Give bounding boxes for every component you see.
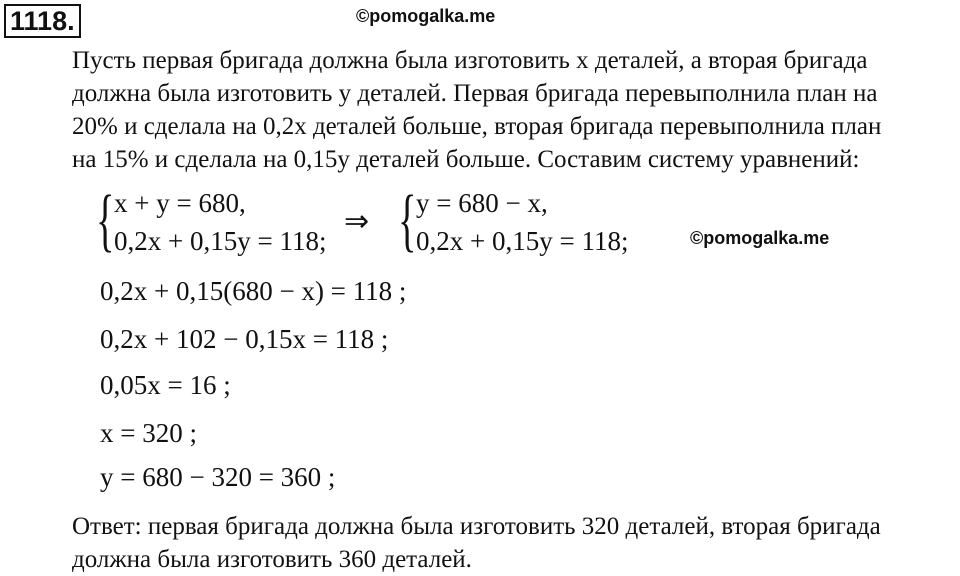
step-5: y = 680 − 320 = 360 ; — [100, 462, 336, 492]
intro-line-1: Пусть первая бригада должна была изготовить x деталей, а вторая бригада — [72, 47, 868, 74]
answer-line-1: Ответ: первая бригада должна была изготовить 320 деталей, вторая бригада — [72, 513, 881, 540]
system2-eq2: 0,2x + 0,15y = 118; — [416, 226, 629, 256]
step-3: 0,05x = 16 ; — [100, 370, 231, 400]
intro-paragraph — [72, 44, 952, 176]
answer-line-2: должна была изготовить 360 деталей. — [72, 546, 472, 573]
intro-line-3: 20% и сделала на 0,2x деталей больше, вторая бригада перевыполнила план — [72, 113, 882, 140]
intro-line-4: на 15% и сделала на 0,15y деталей больше. Составим систему уравнений: — [72, 146, 860, 173]
system2-eq1: y = 680 − x, — [416, 188, 548, 218]
system2-brace: { — [398, 182, 417, 259]
system1-eq2: 0,2x + 0,15y = 118; — [114, 226, 327, 256]
answer-paragraph — [72, 510, 952, 576]
system1-eq1: x + y = 680, — [114, 188, 246, 218]
intro-line-2: должна была изготовить y деталей. Первая бригада перевыполнила план на — [72, 80, 878, 107]
watermark-middle: ©pomogalka.me — [690, 228, 830, 248]
watermark-top: ©pomogalka.me — [356, 6, 496, 26]
step-1: 0,2x + 0,15(680 − x) = 118 ; — [100, 276, 407, 306]
system1-brace: { — [96, 182, 115, 259]
step-4: x = 320 ; — [100, 418, 197, 448]
step-2: 0,2x + 102 − 0,15x = 118 ; — [100, 324, 389, 354]
problem-number: 1118. — [4, 4, 81, 38]
implies-icon: ⇒ — [344, 205, 370, 238]
